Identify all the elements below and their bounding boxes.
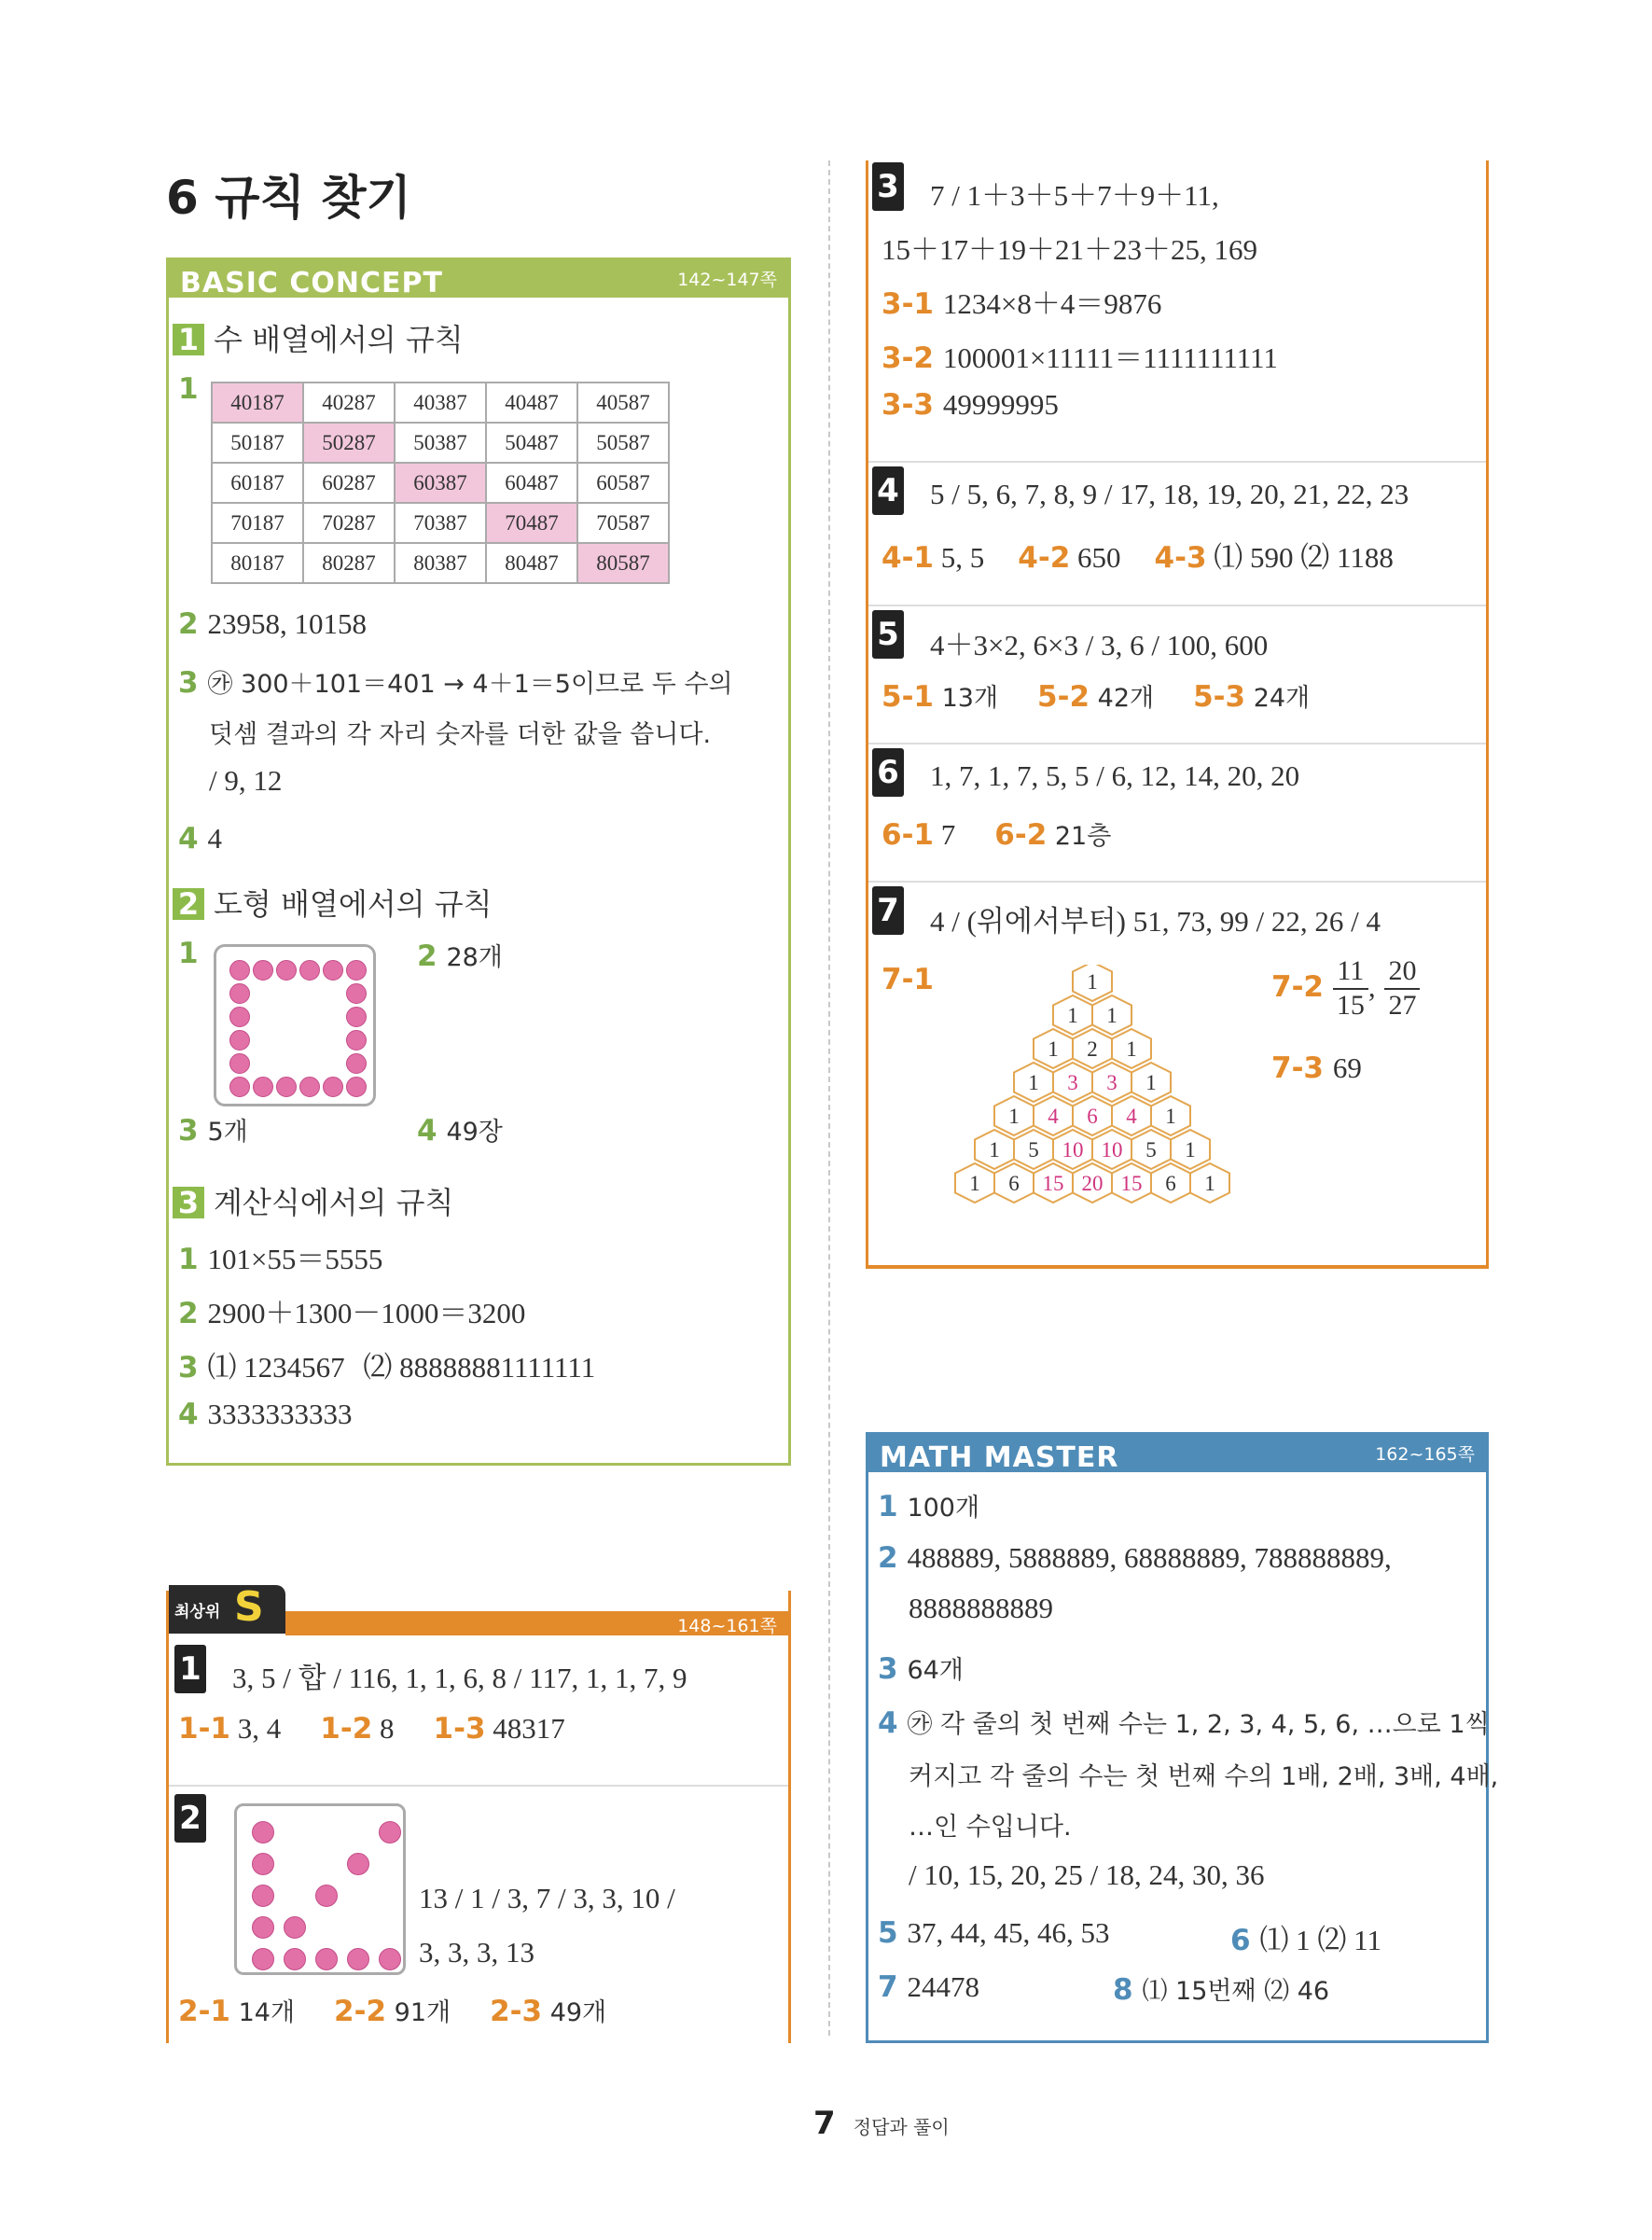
answer-row — [878, 1970, 979, 2004]
sub-answer — [1018, 541, 1120, 575]
pink-dot — [346, 983, 367, 1004]
pink-dot — [299, 960, 320, 981]
sub-label: 1-3 — [433, 1712, 486, 1746]
sub-answer-row — [1271, 1051, 1362, 1085]
answer-continuation: / 9, 12 — [209, 764, 283, 797]
table-cell: 50187 — [212, 423, 303, 463]
answer-row — [178, 822, 222, 856]
problem-badge: 1 — [174, 1645, 206, 1693]
section-number: 1 — [173, 324, 204, 355]
right-answers-box — [866, 160, 1489, 1269]
problem-answer: 7 / 1＋3＋5＋7＋9＋11, — [930, 179, 1219, 212]
sub-label: 4-1 — [882, 541, 935, 575]
separator — [868, 881, 1486, 883]
number-table — [211, 382, 670, 584]
question-number: 3 — [178, 666, 199, 700]
pascal-value: 4 — [1126, 1105, 1137, 1128]
problem-badge: 6 — [872, 748, 904, 797]
chapter-title: 6 규칙 찾기 — [166, 171, 411, 225]
answer-text: ⑵ 88888881111111 — [363, 1351, 596, 1384]
answer-row — [178, 1289, 525, 1331]
pascal-value: 1 — [1048, 1037, 1059, 1061]
pink-dot — [323, 960, 343, 981]
sub-label: 5-3 — [1193, 680, 1246, 714]
question-number: 3 — [878, 1652, 898, 1686]
sub-answer — [178, 1712, 281, 1746]
pink-dot — [346, 1007, 367, 1027]
table-cell: 40487 — [486, 383, 577, 423]
table-cell: 60587 — [577, 463, 669, 503]
sub-label: 4-2 — [1018, 541, 1071, 575]
question-number: 2 — [417, 939, 437, 973]
table-row — [212, 543, 669, 583]
table-cell: 60487 — [486, 463, 577, 503]
page-footer — [813, 2105, 950, 2142]
pink-dot — [229, 1053, 250, 1074]
answer-row — [178, 1398, 352, 1431]
answer-text: 28개 — [446, 943, 503, 972]
section-title: 계산식에서의 규칙 — [214, 1185, 454, 1220]
sub-answer-row — [178, 1712, 604, 1746]
answer-row — [1230, 1916, 1381, 1958]
table-cell: 40187 — [212, 383, 303, 423]
pascal-value: 2 — [1087, 1037, 1098, 1061]
sub-label: 3-3 — [882, 388, 935, 422]
pascal-value: 1 — [989, 1138, 1000, 1162]
answer-row — [178, 607, 367, 641]
sub-answer — [994, 818, 1111, 852]
math-master-pages: 162~165쪽 — [1375, 1444, 1475, 1465]
sub-label: 7-3 — [1271, 1051, 1325, 1085]
sub-answer-row: 7-2 $\frac{11}{15}$ , $\frac{20}{27}$ — [1271, 955, 1420, 1022]
pascal-value: 1 — [1126, 1037, 1137, 1061]
problem-badge: 7 — [872, 886, 904, 935]
answer-continuation: …인 수입니다. — [909, 1813, 1072, 1842]
question-number: 3 — [178, 1114, 199, 1148]
sub-value: 42개 — [1090, 684, 1155, 713]
answer-text: ⑴ 15번째 ⑵ 46 — [1142, 1977, 1330, 2006]
pascal-value: 5 — [1028, 1138, 1039, 1162]
pink-dot — [284, 1916, 306, 1939]
sub-value: 7 — [934, 818, 956, 851]
pink-dot — [252, 1916, 274, 1939]
pascal-value: 1 — [1145, 1071, 1157, 1094]
pink-dot — [229, 960, 250, 981]
sub-answer-row — [178, 1992, 646, 2028]
table-cell: 60287 — [303, 463, 395, 503]
answer-text: 4 — [207, 822, 222, 855]
sub-value: 100001×11111＝1111111111 — [942, 341, 1278, 374]
pascal-value: 1 — [1106, 1004, 1118, 1027]
sub-label: 4-3 — [1154, 541, 1207, 575]
question-number: 5 — [878, 1916, 898, 1950]
badge-label: 최상위 — [174, 1603, 221, 1621]
pascal-value: 3 — [1067, 1071, 1078, 1094]
question-number: 2 — [178, 1297, 199, 1330]
sub-label: 1-2 — [320, 1712, 373, 1746]
pink-dot — [299, 1077, 320, 1097]
answer-row — [878, 1649, 964, 1686]
footer-label: 정답과 풀이 — [853, 2116, 950, 2138]
sub-value: 91개 — [386, 1998, 451, 2027]
pascal-value: 1 — [1067, 1004, 1078, 1027]
pink-dot — [276, 960, 297, 981]
sub-label: 3-2 — [882, 341, 935, 375]
fraction: $\frac{20}{27}$ — [1384, 955, 1420, 1022]
answer-text: 100개 — [907, 1494, 980, 1523]
answer-text: 24478 — [907, 1970, 979, 2003]
table-cell: 70587 — [577, 503, 669, 543]
section-1-heading — [173, 316, 464, 359]
answer-row — [178, 1111, 248, 1148]
pink-dot — [229, 983, 250, 1004]
problem-answer: 3, 5 / 합 / 116, 1, 1, 6, 8 / 117, 1, 1, 7, 9 — [232, 1662, 687, 1694]
sub-answer-row — [882, 677, 1349, 714]
sub-value: 13개 — [934, 684, 999, 713]
sub-answer — [882, 680, 998, 714]
sub-label: 3-1 — [882, 287, 935, 321]
sub-answer — [882, 541, 984, 575]
answer-row — [878, 1541, 1392, 1575]
sub-answer — [882, 334, 1278, 376]
sub-answer — [882, 818, 955, 852]
answer-text: 23958, 10158 — [207, 607, 367, 640]
sub-value: 3, 4 — [230, 1712, 282, 1745]
table-cell: 80387 — [395, 543, 486, 583]
pink-dot — [315, 1948, 338, 1970]
sub-label: 2-3 — [490, 1995, 543, 2028]
pink-dot — [252, 1853, 274, 1875]
question-number: 1 — [178, 372, 199, 406]
table-cell: 50487 — [486, 423, 577, 463]
table-cell: 80587 — [577, 543, 669, 583]
answer-continuation: 덧셈 결과의 각 자리 숫자를 더한 값을 씁니다. — [209, 720, 712, 749]
question-number: 6 — [1230, 1924, 1251, 1957]
separator — [868, 605, 1486, 606]
square-dot-figure — [214, 944, 376, 1106]
answer-row — [178, 663, 733, 700]
problem-answer: 1, 7, 1, 7, 5, 5 / 6, 12, 14, 20, 20 — [930, 759, 1300, 792]
answer-text: 5개 — [207, 1118, 248, 1147]
sub-label: 2-1 — [178, 1995, 231, 2028]
answer-text: 37, 44, 45, 46, 53 — [907, 1916, 1110, 1949]
answer-text: ㉮ 300＋101＝401 → 4＋1＝5이므로 두 수의 — [207, 670, 733, 699]
answer-text: 3333333333 — [207, 1398, 353, 1430]
answer-row — [178, 1235, 382, 1277]
answer-continuation: 8888888889 — [909, 1592, 1053, 1624]
sub-label: 7-2 — [1271, 970, 1325, 1004]
table-cell: 40587 — [577, 383, 669, 423]
question-number: 4 — [417, 1114, 437, 1148]
answer-continuation: 커지고 각 줄의 수는 첫 번째 수의 1배, 2배, 3배, 4배, — [909, 1762, 1499, 1791]
sub-label: 1-1 — [178, 1712, 231, 1746]
pascal-value: 4 — [1048, 1105, 1059, 1128]
answer-text: 64개 — [907, 1656, 964, 1685]
section-2-heading — [173, 881, 493, 924]
pascal-value: 6 — [1087, 1105, 1098, 1128]
pink-dot — [347, 1948, 369, 1970]
table-row — [212, 503, 669, 543]
pink-dot — [229, 1007, 250, 1027]
problem-badge: 5 — [872, 610, 904, 659]
pascal-value: 1 — [1165, 1105, 1176, 1128]
sub-answer — [1193, 680, 1310, 714]
sub-label: 2-2 — [334, 1995, 387, 2028]
math-master-box — [866, 1432, 1499, 2043]
pink-dot — [253, 960, 273, 981]
pascal-value: 15 — [1120, 1172, 1143, 1195]
pink-dot — [315, 1885, 338, 1907]
page-number: 7 — [813, 2105, 836, 2142]
table-cell: 70287 — [303, 503, 395, 543]
table-row — [212, 423, 669, 463]
sub-value: 49999995 — [942, 388, 1059, 421]
answer-text: ⑴ 1 ⑵ 11 — [1259, 1924, 1382, 1956]
problem-badge: 4 — [872, 466, 904, 515]
sub-value: 21층 — [1047, 822, 1112, 851]
table-cell: 50387 — [395, 423, 486, 463]
pascal-value: 1 — [1204, 1172, 1215, 1195]
problem-answer: 13 / 1 / 3, 7 / 3, 3, 10 / — [419, 1882, 675, 1914]
answer-text: 69 — [1332, 1051, 1362, 1084]
sub-answer — [178, 1995, 295, 2028]
sub-value: 14개 — [230, 1998, 296, 2027]
table-cell: 50287 — [303, 423, 395, 463]
pink-dot — [229, 1030, 250, 1050]
problem-answer: 5 / 5, 6, 7, 8, 9 / 17, 18, 19, 20, 21, 22, 23 — [930, 478, 1409, 510]
pink-dot — [252, 1885, 274, 1907]
question-number: 1 — [178, 937, 199, 970]
question-number: 7 — [878, 1970, 898, 2004]
sub-value: 49개 — [542, 1998, 607, 2027]
sub-answer — [882, 280, 1161, 322]
pink-dot — [379, 1821, 401, 1843]
pascal-value: 3 — [1106, 1071, 1118, 1094]
table-cell: 40387 — [395, 383, 486, 423]
pascal-value: 6 — [1165, 1172, 1176, 1195]
answer-continuation: / 10, 15, 20, 25 / 18, 24, 30, 36 — [909, 1858, 1265, 1891]
answer-row — [878, 1704, 1490, 1740]
pink-dot — [284, 1948, 306, 1970]
sub-answer-row — [882, 815, 1150, 852]
top-level-badge — [169, 1585, 285, 1634]
answer-row — [1113, 1970, 1329, 2007]
pink-dot — [253, 1077, 273, 1097]
sub-answer — [434, 1712, 565, 1746]
answer-text: ㉮ 각 줄의 첫 번째 수는 1, 2, 3, 4, 5, 6, …으로 1씩 — [907, 1710, 1490, 1739]
problem-badge: 2 — [174, 1794, 206, 1843]
question-number: 4 — [178, 822, 199, 856]
answer-row — [178, 1343, 595, 1385]
table-cell: 70187 — [212, 503, 303, 543]
l-shape-dot-figure — [234, 1803, 406, 1975]
table-cell: 60187 — [212, 463, 303, 503]
table-cell: 60387 — [395, 463, 486, 503]
separator — [868, 461, 1486, 463]
question-number: 1 — [178, 1243, 199, 1276]
top-level-box — [166, 1583, 791, 2043]
pascal-value: 1 — [1028, 1071, 1039, 1094]
answer-text: 2900＋1300－1000＝3200 — [207, 1297, 526, 1329]
table-cell: 80187 — [212, 543, 303, 583]
answer-text: 49장 — [446, 1118, 503, 1147]
pascal-value: 20 — [1081, 1172, 1104, 1195]
basic-concept-pages: 142~147쪽 — [677, 270, 777, 290]
sub-value: 650 — [1070, 541, 1121, 574]
pink-dot — [252, 1948, 274, 1970]
sub-label: 5-2 — [1037, 680, 1090, 714]
table-cell: 70487 — [486, 503, 577, 543]
table-cell: 40287 — [303, 383, 395, 423]
table-row — [212, 383, 669, 423]
section-title: 수 배열에서의 규칙 — [214, 322, 464, 357]
sub-value: 48317 — [485, 1712, 565, 1745]
question-number: 3 — [178, 1351, 199, 1384]
answer-row — [878, 1916, 1109, 1950]
basic-concept-box — [166, 257, 791, 1466]
section-title: 도형 배열에서의 규칙 — [214, 886, 493, 922]
top-level-pages: 148~161쪽 — [677, 1616, 777, 1636]
problem-answer: 3, 3, 3, 13 — [419, 1936, 534, 1969]
pascal-value: 1 — [969, 1172, 980, 1195]
table-cell: 50587 — [577, 423, 669, 463]
sub-answer — [334, 1995, 451, 2028]
sub-label: 6-2 — [994, 818, 1048, 852]
pink-dot — [346, 1053, 367, 1074]
pascal-value: 1 — [1008, 1105, 1020, 1128]
separator — [169, 1785, 788, 1787]
problem-answer: 4＋3×2, 6×3 / 3, 6 / 100, 600 — [930, 629, 1269, 661]
sub-label: 5-1 — [882, 680, 935, 714]
sub-label: 6-1 — [882, 818, 935, 852]
section-3-heading — [173, 1179, 453, 1222]
question-number: 8 — [1113, 1973, 1133, 2007]
sub-answer-row — [882, 534, 1427, 576]
pink-dot — [379, 1948, 401, 1970]
question-number: 1 — [878, 1490, 898, 1523]
sub-answer — [320, 1712, 394, 1746]
pink-dot — [276, 1077, 297, 1097]
question-number: 4 — [178, 1398, 199, 1431]
section-number: 2 — [173, 888, 204, 920]
sub-value: 5, 5 — [934, 541, 985, 574]
basic-concept-header — [169, 260, 788, 298]
column-divider — [828, 160, 830, 2036]
problem-answer: 15＋17＋19＋21＋23＋25, 169 — [882, 233, 1257, 266]
question-number: 2 — [878, 1541, 898, 1575]
table-row — [212, 463, 669, 503]
pink-dot — [229, 1077, 250, 1097]
answer-row — [878, 1487, 979, 1523]
sub-answer — [490, 1995, 606, 2028]
pink-dot — [346, 1030, 367, 1050]
section-number: 3 — [173, 1187, 204, 1218]
fraction: $\frac{11}{15}$ — [1333, 955, 1368, 1022]
pascal-value: 10 — [1062, 1138, 1084, 1162]
answer-row — [417, 1111, 503, 1148]
pink-dot — [323, 1077, 343, 1097]
pascal-value: 5 — [1145, 1138, 1157, 1162]
separator — [868, 743, 1486, 744]
pascal-value: 1 — [1185, 1138, 1196, 1162]
table-cell: 70387 — [395, 503, 486, 543]
table-cell: 80287 — [303, 543, 395, 583]
pascal-triangle — [934, 965, 1251, 1212]
pink-dot — [252, 1821, 274, 1843]
pascal-value: 15 — [1042, 1172, 1064, 1195]
problem-answer: 4 / (위에서부터) 51, 73, 99 / 22, 26 / 4 — [930, 905, 1381, 938]
sub-answer — [1155, 541, 1394, 575]
question-number: 2 — [178, 607, 199, 641]
sub-value: 8 — [372, 1712, 395, 1745]
pascal-value: 6 — [1008, 1172, 1020, 1195]
pascal-value: 10 — [1101, 1138, 1123, 1162]
math-master-title: MATH MASTER — [880, 1441, 1119, 1474]
math-master-header — [868, 1435, 1486, 1472]
problem-badge: 3 — [872, 162, 904, 211]
badge-letter: S — [234, 1583, 264, 1631]
table-cell: 80487 — [486, 543, 577, 583]
sub-label: 7-1 — [882, 963, 935, 996]
sub-answer — [882, 388, 1059, 422]
basic-concept-title: BASIC CONCEPT — [180, 267, 443, 299]
answer-row — [417, 937, 503, 973]
pink-dot — [347, 1853, 369, 1875]
sub-answer — [1037, 680, 1154, 714]
sub-value: 1234×8＋4＝9876 — [942, 287, 1162, 320]
answer-text: 101×55＝5555 — [207, 1243, 383, 1275]
question-number: 4 — [878, 1706, 898, 1740]
sub-value: ⑴ 590 ⑵ 1188 — [1206, 541, 1394, 574]
answer-text: ⑴ 1234567 — [207, 1351, 345, 1384]
sub-value: 24개 — [1245, 684, 1311, 713]
pascal-value: 1 — [1087, 970, 1098, 994]
pink-dot — [346, 960, 367, 981]
pink-dot — [346, 1077, 367, 1097]
answer-text: 488889, 5888889, 68888889, 788888889, — [907, 1541, 1392, 1574]
top-level-header — [285, 1611, 788, 1635]
